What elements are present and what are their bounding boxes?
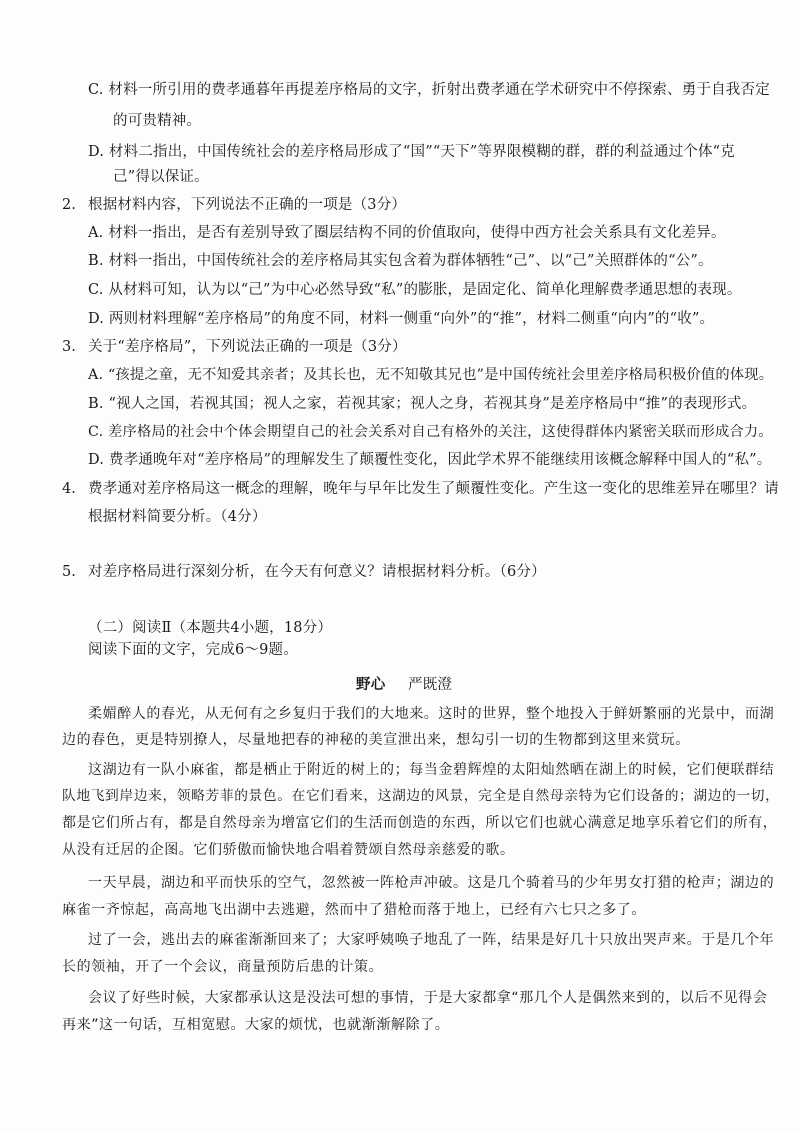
q2-option-a: A. 材料一指出，是否有差别导致了圈层结构不同的价值取向，使得中西方社会关系具有文化差异。 — [88, 225, 726, 241]
story-p2-line3: 都是它们所占有，都是自然母亲为增富它们的生活而创造的东西，所以它们也就心满意足地享乐着它们的所有， — [62, 815, 778, 831]
q2-option-b: B. 材料一指出，中国传统社会的差序格局其实包含着为群体牺牲“己”、以“己”关照群体的“公”。 — [88, 253, 713, 269]
q3-option-a: A. “孩提之童，无不知爱其亲者；及其长也，无不知敬其兄也”是中国传统社会里差序格局积极价值的体现。 — [88, 367, 774, 383]
story-p4-line2: 长的领袖，开了一个会议，商量预防后患的计策。 — [62, 959, 384, 975]
q2-option-c: C. 从材料可知，认为以“己”为中心必然导致“私”的膨胀，是固定化、简单化理解费孝通思想的表现。 — [88, 282, 742, 298]
q5-number: 5. — [62, 564, 76, 580]
q4-line1: 费孝通对差序格局这一概念的理解，晚年与早年比发生了颠覆性变化。产生这一变化的思维差异在哪里？请 — [88, 481, 779, 497]
q4-number: 4. — [62, 481, 76, 497]
q3-option-b: B. “视人之国，若视其国；视人之家，若视其家；视人之身，若视其身”是差序格局中“推”的表现形式。 — [88, 396, 757, 412]
story-author: 严既澄 — [408, 677, 453, 693]
q3-number: 3. — [62, 339, 76, 355]
story-p1-line2: 边的春色，更是特别撩人，尽量地把春的神秘的美宣泄出来，想勾引一切的生物都到这里来赏玩。 — [62, 732, 690, 748]
section2-instruction: 阅读下面的文字，完成6～9题。 — [88, 642, 298, 658]
q2-number: 2. — [62, 197, 76, 213]
story-p5-line2: 再来”这一句话，互相宽慰。大家的烦忧，也就渐渐解除了。 — [62, 1017, 450, 1033]
section2-heading: （二）阅读Ⅱ（本题共4小题，18分） — [88, 620, 333, 636]
q3-stem: 关于“差序格局”，下列说法正确的一项是（3分） — [88, 339, 407, 355]
q1-option-c-line1: C. 材料一所引用的费孝通暮年再提差序格局的文字，折射出费孝通在学术研究中不停探索、勇于自我否定 — [88, 82, 770, 98]
story-p5-line1: 会议了好些时候，大家都承认这是没法可想的事情，于是大家都拿“那几个人是偶然来到的，以后不见得会 — [88, 990, 768, 1006]
story-p2-line4: 从没有迁居的企图。它们骄傲而愉快地合唱着赞颂自然母亲慈爱的歌。 — [62, 842, 515, 858]
q1-option-d-line1: D. 材料二指出，中国传统社会的差序格局形成了“国”“天下”等界限模糊的群，群的利益通过个体“克 — [88, 144, 735, 160]
story-p1-line1: 柔媚醉人的春光，从无何有之乡复归于我们的大地来。这时的世界，整个地投入于鲜妍繁丽的光景中，而湖 — [88, 706, 775, 722]
q2-option-d: D. 两则材料理解“差序格局”的角度不同，材料一侧重“向外”的“推”，材料二侧重“向内”的“收”。 — [88, 311, 715, 327]
story-p3-line2: 麻雀一齐惊起，高高地飞出湖中去逃避，然而中了猎枪而落于地上，已经有六七只之多了。 — [62, 902, 646, 918]
story-p2-line2: 队地飞到岸边来，领略芳菲的景色。在它们看来，这湖边的风景，完全是自然母亲特为它们设备的；湖边的一切， — [62, 788, 780, 804]
q5-line1: 对差序格局进行深刻分析，在今天有何意义？请根据材料分析。（6分） — [88, 564, 546, 580]
q3-option-d: D. 费孝通晚年对“差序格局”的理解发生了颠覆性变化，因此学术界不能继续用该概念解释中国人的“私”。 — [88, 452, 772, 468]
story-p3-line1: 一天早晨，湖边和平而快乐的空气，忽然被一阵枪声冲破。这是几个骑着马的少年男女打猎的枪声；湖边的 — [88, 875, 775, 891]
story-p2-line1: 这湖边有一队小麻雀，都是栖止于附近的树上的；每当金碧辉煌的太阳灿然晒在湖上的时候，它们便联群结 — [88, 762, 775, 778]
story-p4-line1: 过了一会，逃出去的麻雀渐渐回来了；大家呼姨唤子地乱了一阵，结果是好几十只放出哭声来。于是几个年 — [88, 932, 775, 948]
story-title: 野心 — [356, 676, 386, 693]
q2-stem: 根据材料内容，下列说法不正确的一项是（3分） — [88, 197, 407, 213]
q1-option-c-line2: 的可贵精神。 — [113, 113, 202, 129]
q3-option-c: C. 差序格局的社会中个体会期望自己的社会关系对自己有格外的关注，这使得群体内紧密关联而形成合力。 — [88, 424, 773, 440]
q4-line2: 根据材料简要分析。（4分） — [88, 509, 267, 525]
q1-option-d-line2: 己”得以保证。 — [113, 169, 209, 185]
